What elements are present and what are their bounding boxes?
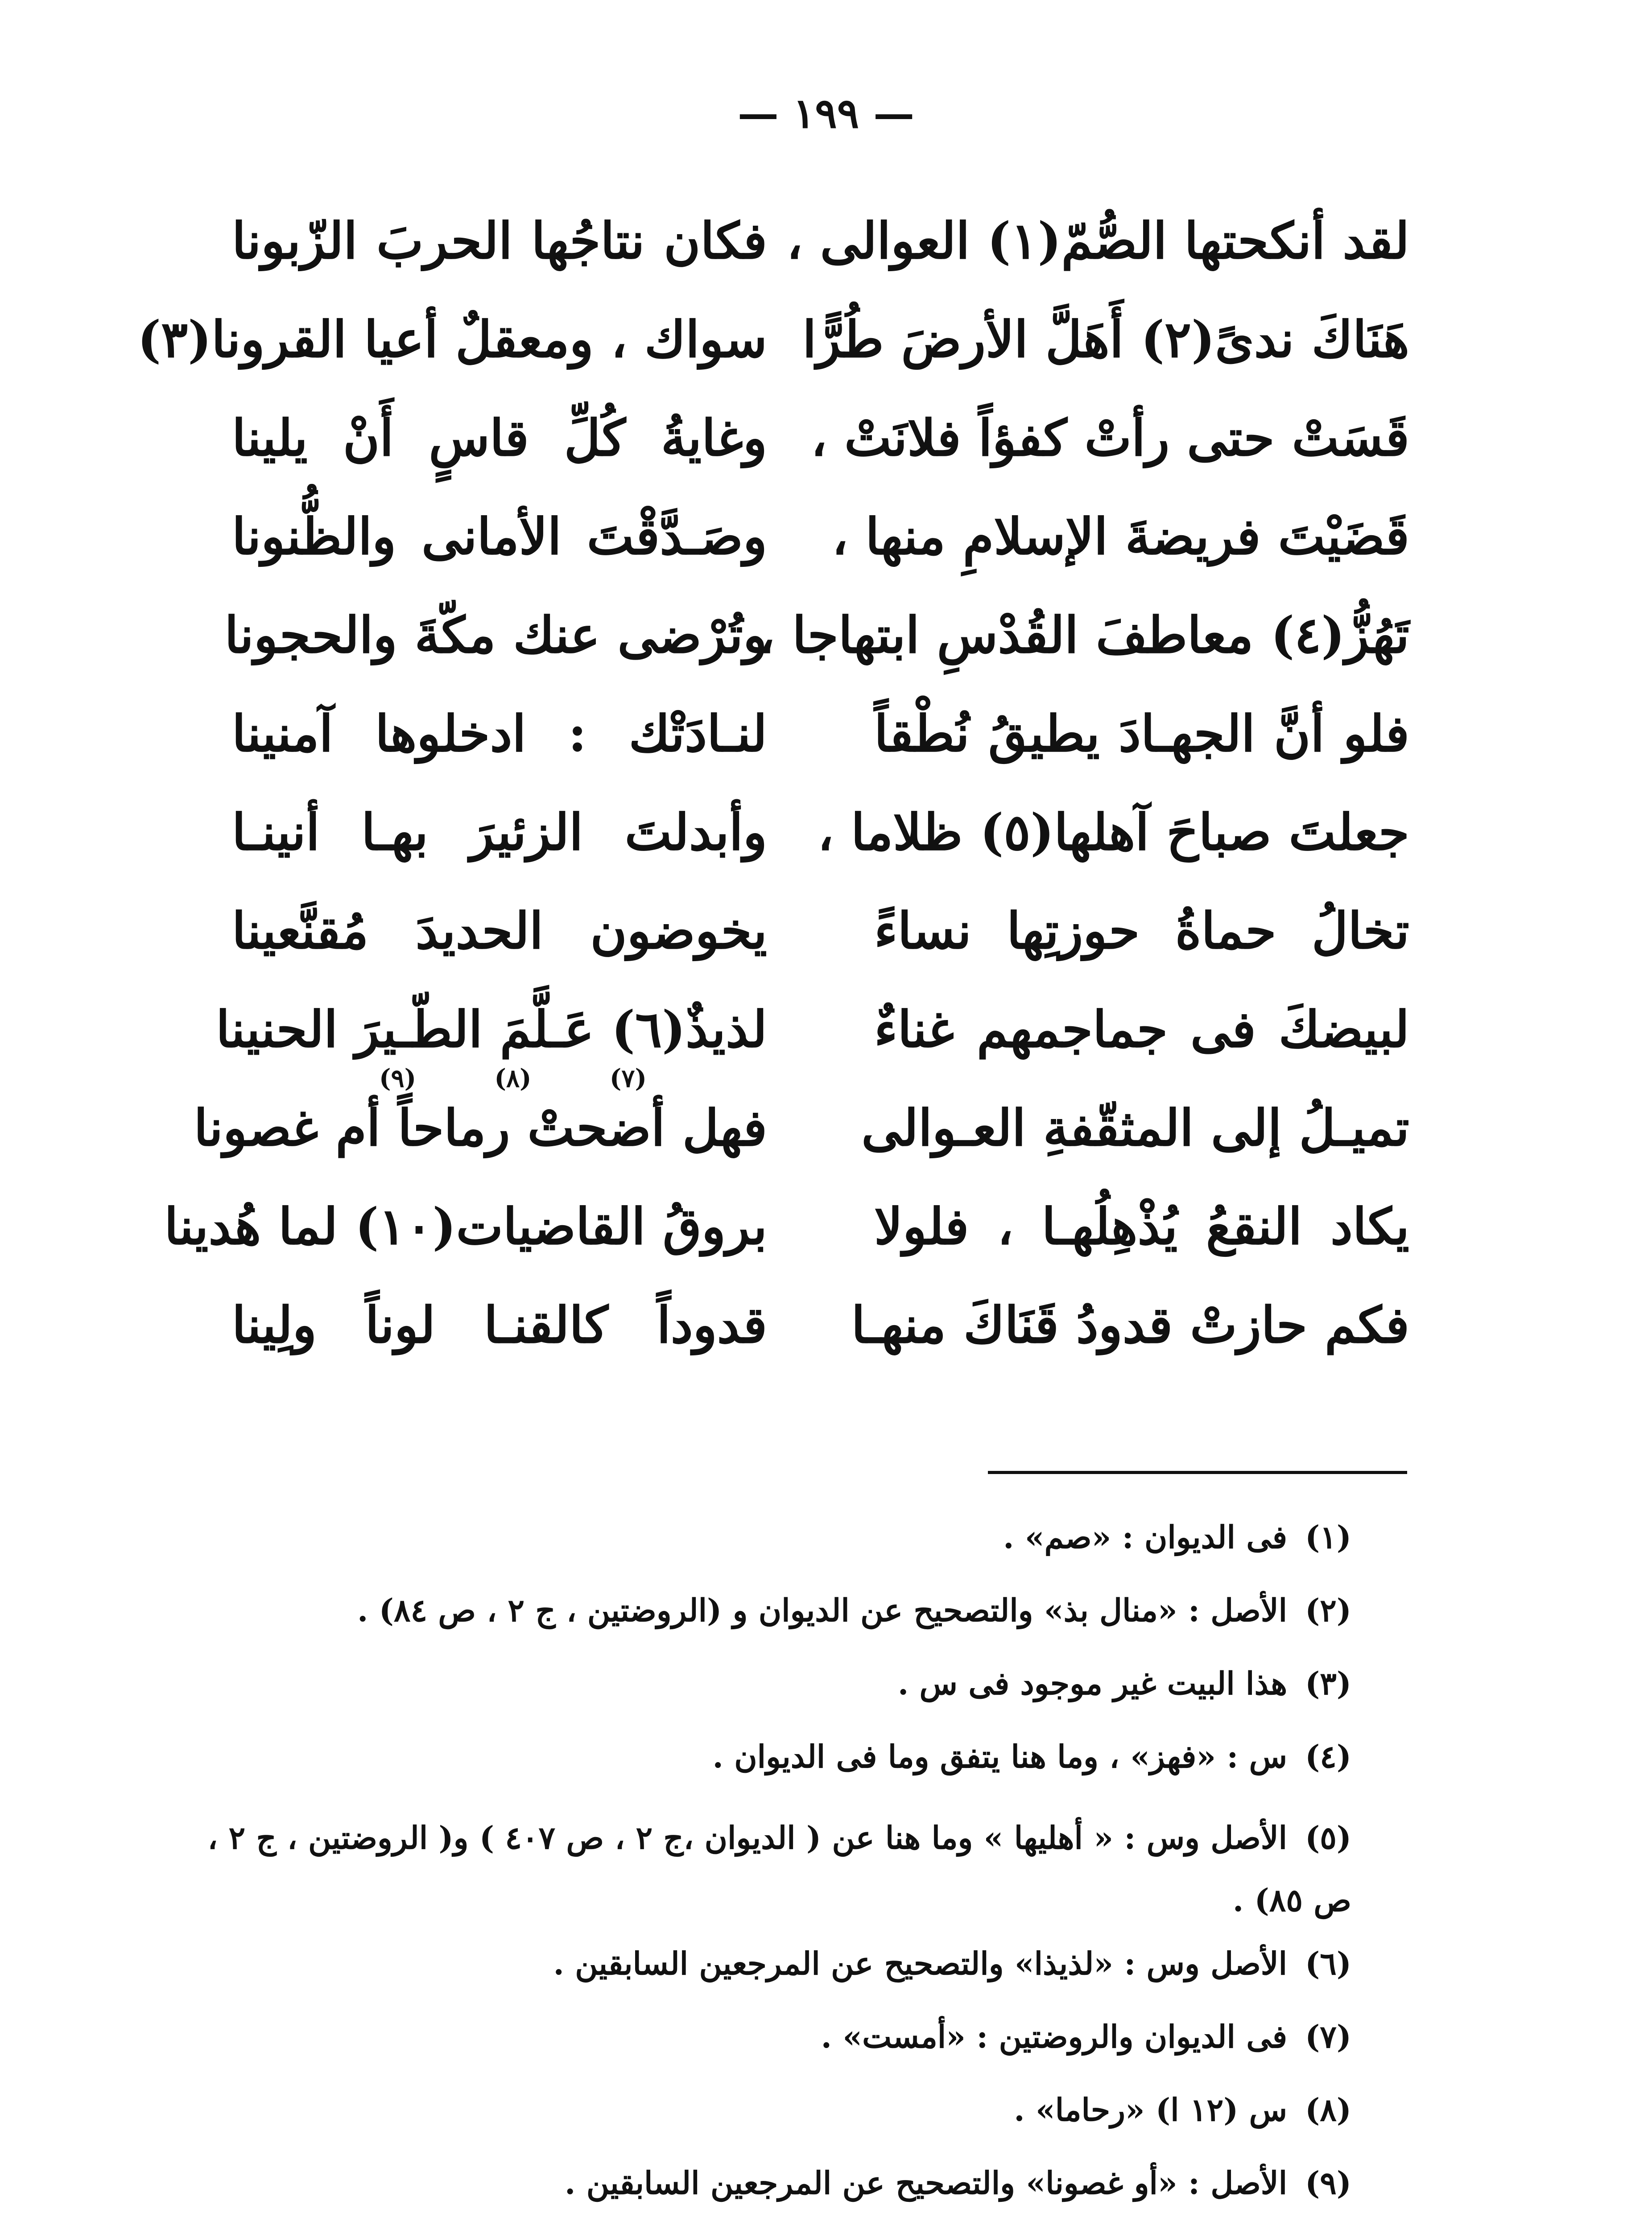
verse-first-hemistich: لقد أنكحتها الصُّمّ(١) العوالى ، (786, 212, 1409, 270)
footnote-marker: (٩) (379, 1064, 417, 1093)
footnote-number: (١) (1305, 1519, 1351, 1556)
footnote-text: فى الديوان : «صم» . (1003, 1519, 1288, 1556)
verse-first-hemistich: قَضَيْتَ فريضةَ الإسلامِ منها ، (832, 508, 1409, 566)
verse-line (232, 192, 1409, 290)
footnote (196, 1660, 1351, 1734)
verse-first-hemistich: قَسَتْ حتى رأتْ كفؤاً فلانَتْ ، (810, 409, 1409, 467)
verse-first-hemistich: تَهُزُّ(٤) معاطفَ القُدْسِ ابتهاجا ، (759, 606, 1409, 665)
footnote-number: (٢) (1305, 1592, 1351, 1629)
verse-second-hemistich: وغايةُ كُلِّ قاسٍ أَنْ يلينا (232, 409, 767, 467)
footnote (196, 1807, 1351, 1941)
footnotes (196, 1514, 1351, 2230)
footnote-marker: (٨) (494, 1064, 532, 1093)
verse-second-hemistich: قدوداً كالقنـا لوناً ولِينا (232, 1296, 767, 1355)
footnote-number: (٩) (1305, 2164, 1351, 2201)
verse-first-hemistich: فكم حازتْ قدودُ قَنَاكَ منهـا (851, 1296, 1409, 1355)
footnote-text: فى الديوان والروضتين : «أمست» . (821, 2018, 1288, 2055)
footnote (196, 1514, 1351, 1587)
verse-second-hemistich: وتُرْضى عنك مكّةَ والحجونا (224, 606, 767, 665)
verse-line (232, 685, 1409, 783)
verse-second-hemistich: لنـادَتْك : ادخلوها آمنينا (232, 705, 767, 763)
footnote-number: (٤) (1305, 1738, 1351, 1775)
verse-second-hemistich: سواك ، ومعقلٌ أعيا القرونا(٣) (137, 310, 767, 369)
footnote (196, 1587, 1351, 1660)
poem (137, 192, 1409, 1375)
footnote-text: هذا البيت غير موجود فى س . (897, 1665, 1288, 1702)
footnote-marker: (٧) (609, 1064, 647, 1093)
footnote-text: الأصل : «منال بذ» والتصحيح عن الديوان و (الروضتين ، ج ٢ ، ص ٨٤) . (357, 1592, 1288, 1629)
footnote-number: (٣) (1305, 1665, 1351, 1702)
footnote-text: الأصل وس : «لذيذا» والتصحيح عن المرجعين السابقين . (553, 1945, 1288, 1982)
verse-second-hemistich: يخوضون الحديدَ مُقنَّعينا (232, 902, 767, 960)
footnote-number: (٨) (1305, 2091, 1351, 2128)
page-number: — ١٩٩ — (737, 89, 915, 137)
footnote-text: الأصل : «أو غصونا» والتصحيح عن المرجعين السابقين . (564, 2164, 1288, 2201)
verse-second-hemistich: فكان نتاجُها الحربَ الزّبونا (232, 212, 767, 270)
verse-first-hemistich: تميـلُ إلى المثقّفةِ العـوالى (861, 1099, 1409, 1157)
verse-first-hemistich: لبيضكَ فى جماجمهم غناءٌ (874, 1000, 1409, 1059)
footnote-text: س (١٢ ا) «رحاما» . (1014, 2091, 1288, 2128)
footnote-text: س : «فهز» ، وما هنا يتفق وما فى الديوان . (712, 1738, 1288, 1775)
footnote-text: الأصل وس : « أهليها » وما هنا عن ( الديوان ،ج ٢ ، ص ٤٠٧ ) و( الروضتين ، ج ٢ ، ص ٨٥) . (207, 1819, 1351, 1919)
verse-first-hemistich: تخالُ حماةُ حوزتِها نساءً (874, 902, 1409, 960)
verse-line (137, 290, 1409, 389)
footnote (196, 1734, 1351, 1807)
footnote (196, 2014, 1351, 2087)
verse-first-hemistich: جعلتَ صباحَ آهلها(٥) ظلاما ، (818, 803, 1409, 862)
footnote-markers (379, 1064, 647, 1095)
footnote-number: (٦) (1305, 1945, 1351, 1982)
verse-second-hemistich: بروقُ القاضيات(١٠) لما هُدينا (164, 1198, 767, 1256)
verse-line (232, 487, 1409, 586)
verse-second-hemistich: لذيذٌ(٦) عَـلَّمَ الطّـيرَ الحنينا (216, 1000, 767, 1059)
verse-line (232, 1276, 1409, 1375)
footnote (196, 2160, 1351, 2230)
verse-first-hemistich: هَنَاكَ ندىً(٢) أَهَلَّ الأرضَ طُرًّا (802, 310, 1409, 369)
verse-second-hemistich: وأبدلتَ الزئيرَ بهـا أنينـا (232, 803, 767, 862)
footnote-number: (٥) (1305, 1819, 1351, 1856)
verse-second-hemistich: فهل أضحتْ رماحاً أم غصونا (194, 1099, 767, 1157)
footnote-number: (٧) (1305, 2018, 1351, 2055)
verse-line (232, 389, 1409, 487)
footnote-separator (988, 1471, 1407, 1474)
verse-line (164, 1177, 1409, 1276)
verse-line (224, 586, 1409, 685)
verse-line (232, 882, 1409, 980)
verse-second-hemistich: وصَـدَّقْتَ الأمانى والظُّنونا (232, 508, 767, 566)
verse-first-hemistich: يكاد النقعُ يُذْهِلُهـا ، فلولا (874, 1198, 1409, 1256)
footnote (196, 1941, 1351, 2014)
verse-line (232, 783, 1409, 882)
verse-first-hemistich: فلو أنَّ الجهـادَ يطيقُ نُطْقاً (874, 705, 1409, 763)
footnote (196, 2087, 1351, 2160)
